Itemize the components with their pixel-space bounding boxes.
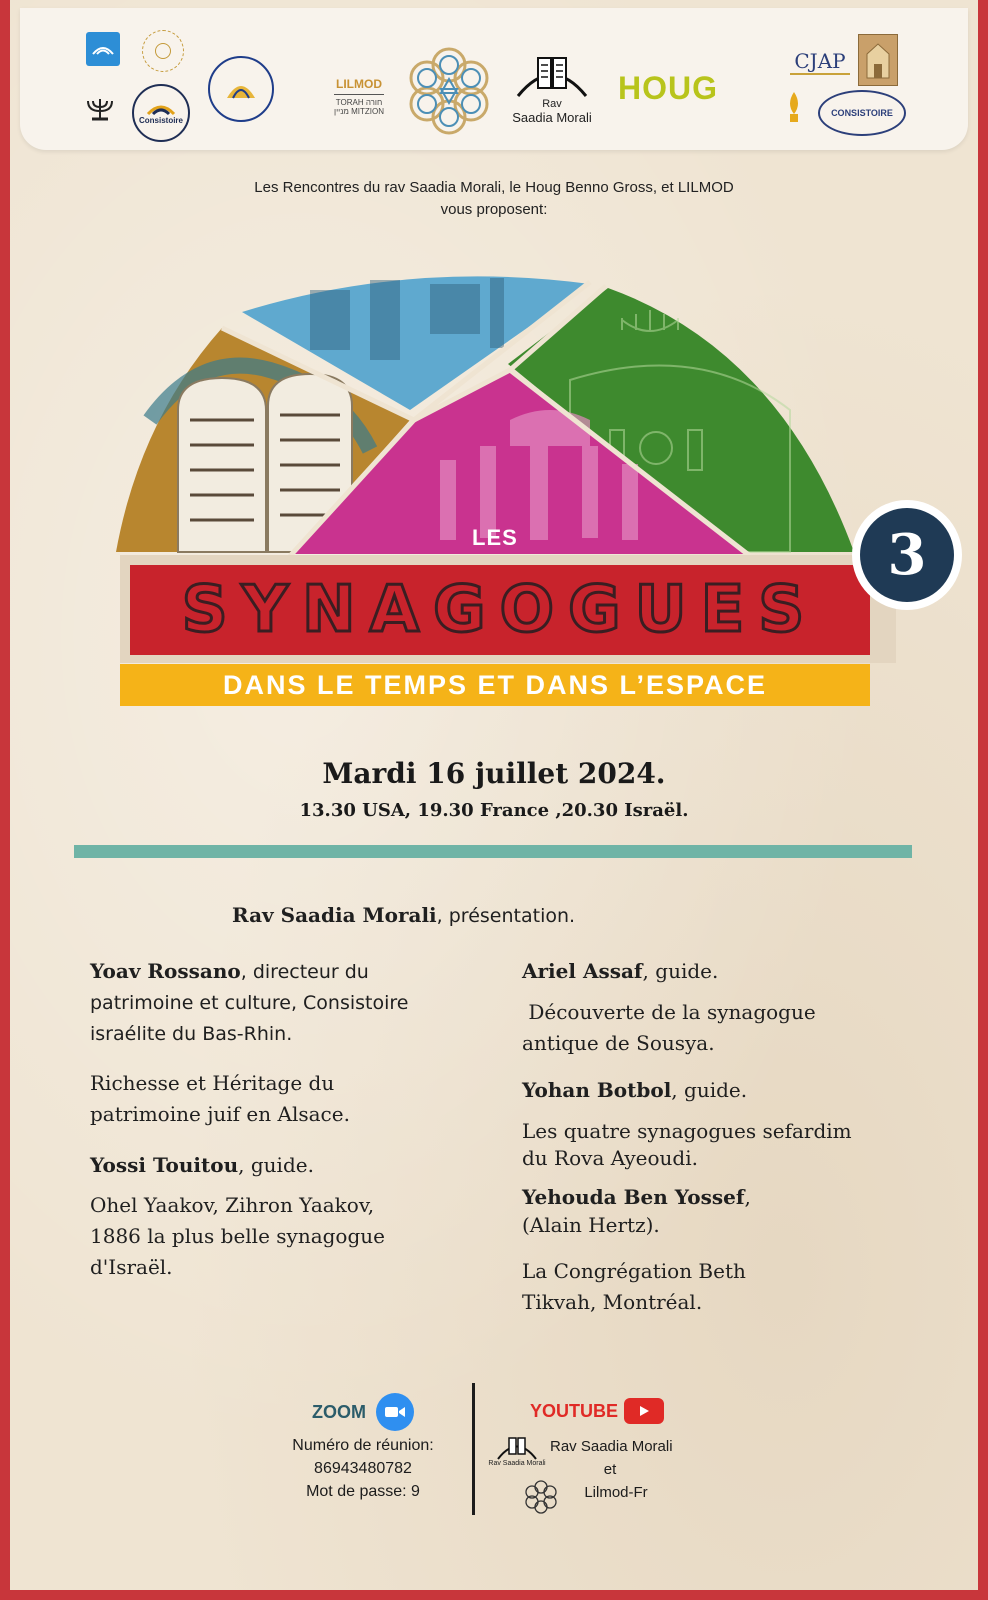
youtube-channels bbox=[550, 1435, 673, 1504]
youtube-heading[interactable] bbox=[530, 1398, 680, 1424]
topic-line: 1886 la plus belle synagogue bbox=[90, 1224, 385, 1248]
topic-line: Tikvah, Montréal. bbox=[522, 1290, 703, 1314]
speaker-yossi bbox=[90, 1150, 314, 1181]
meeting-id[interactable]: 86943480782 bbox=[314, 1460, 412, 1477]
consistoire-logo-text: Consistoire bbox=[138, 115, 183, 125]
intro-line-1: Les Rencontres du rav Saadia Morali, le Houg Benno Gross, et LILMOD bbox=[254, 179, 734, 196]
youtube-label: YOUTUBE bbox=[530, 1400, 619, 1421]
zoom-block bbox=[268, 1393, 458, 1501]
meeting-label: Numéro de réunion: bbox=[292, 1437, 434, 1454]
footer-divider bbox=[472, 1383, 475, 1515]
speaker-name: Yoav Rossano bbox=[90, 959, 241, 983]
cjap-logo-underline bbox=[790, 73, 850, 75]
episode-badge bbox=[852, 500, 962, 610]
rav-saadia-morali-logo bbox=[504, 46, 600, 130]
consistoire-france-logo bbox=[818, 90, 906, 136]
topic-line: d'Israël. bbox=[90, 1255, 173, 1279]
host-role: , présentation. bbox=[436, 905, 576, 927]
houg-logo bbox=[612, 66, 724, 110]
event-times: 13.30 USA, 19.30 France ,20.30 Israël. bbox=[299, 800, 689, 821]
cjap-logo-text: CJAP bbox=[794, 49, 846, 73]
host-name: Rav Saadia Morali bbox=[232, 903, 437, 927]
title-synagogues: SYNAGOGUES bbox=[181, 573, 819, 647]
lilmod-sub1: TORAH חורה bbox=[335, 97, 383, 107]
topic-yossi bbox=[90, 1190, 385, 1283]
topic-line: Richesse et Héritage du bbox=[90, 1071, 335, 1095]
lilmod-sub2: מניין MITZION bbox=[334, 106, 384, 116]
rav-logo-line1: Rav bbox=[542, 97, 562, 110]
lilmod-title: LILMOD bbox=[336, 76, 382, 91]
title-les: LES bbox=[472, 525, 518, 550]
divider-rule bbox=[74, 845, 912, 858]
lilmod-divider bbox=[334, 94, 384, 95]
israel-oval-logo bbox=[208, 56, 274, 122]
org-logo-circle-stamp bbox=[142, 30, 184, 72]
rosette-logo bbox=[404, 46, 494, 136]
subtitle-text: DANS LE TEMPS ET DANS L’ESPACE bbox=[222, 669, 768, 700]
intro-text bbox=[10, 177, 978, 221]
speaker-name: Yossi Touitou bbox=[90, 1153, 239, 1177]
topic-line: du Rova Ayeoudi. bbox=[522, 1146, 698, 1170]
topic-yohan bbox=[522, 1118, 852, 1172]
speaker-role: israélite du Bas-Rhin. bbox=[90, 1023, 293, 1045]
topic-line: antique de Sousya. bbox=[522, 1031, 715, 1055]
topic-yehouda bbox=[522, 1256, 746, 1318]
topic-line: patrimoine juif en Alsace. bbox=[90, 1102, 350, 1126]
topic-line: La Congrégation Beth bbox=[522, 1259, 746, 1283]
speaker-yehouda bbox=[522, 1183, 751, 1239]
speaker-role: , guide. bbox=[238, 1153, 314, 1177]
org-logo-blue-square bbox=[86, 32, 120, 66]
speaker-yoav bbox=[90, 956, 408, 1050]
zoom-camera-icon bbox=[376, 1393, 414, 1431]
speaker-name: Yehouda Ben Yossef bbox=[522, 1185, 745, 1209]
channel-1[interactable]: Rav Saadia Morali bbox=[550, 1438, 673, 1455]
zoom-heading[interactable] bbox=[268, 1393, 458, 1431]
rav-small-logo bbox=[488, 1428, 546, 1472]
speaker-role: , guide. bbox=[642, 959, 719, 983]
youtube-play-icon bbox=[624, 1398, 664, 1424]
episode-number: 3 bbox=[860, 508, 954, 602]
speaker-role: , directeur du bbox=[240, 961, 369, 983]
speaker-name: Yohan Botbol bbox=[522, 1078, 672, 1102]
speaker-ariel bbox=[522, 956, 718, 987]
host-line bbox=[232, 900, 575, 932]
speaker-role: (Alain Hertz). bbox=[522, 1213, 660, 1237]
menorah-icon bbox=[82, 94, 118, 124]
channel-and: et bbox=[603, 1461, 617, 1478]
event-date: Mardi 16 juillet 2024. bbox=[322, 757, 666, 790]
rav-small-logo-text: Rav Saadia Morali bbox=[488, 1459, 546, 1467]
intro-line-2: vous proposent: bbox=[440, 201, 548, 218]
synagogue-photo-thumb bbox=[858, 34, 898, 86]
title-banner bbox=[130, 565, 870, 655]
speaker-name: Ariel Assaf bbox=[522, 959, 643, 983]
poster bbox=[10, 0, 978, 1590]
topic-line: Les quatre synagogues sefardim bbox=[522, 1119, 852, 1143]
consistoire-logo bbox=[132, 84, 190, 142]
houg-logo-text: HOUG bbox=[618, 69, 718, 106]
cjap-logo bbox=[788, 42, 852, 82]
rav-logo-line2: Saadia Morali bbox=[512, 109, 592, 125]
topic-line: Ohel Yaakov, Zihron Yaakov, bbox=[90, 1193, 375, 1217]
topic-yoav bbox=[90, 1068, 350, 1130]
meeting-password: Mot de passe: 9 bbox=[306, 1483, 420, 1500]
topic-ariel bbox=[522, 997, 816, 1059]
speaker-role: , bbox=[744, 1185, 751, 1209]
speaker-role: patrimoine et culture, Consistoire bbox=[90, 992, 409, 1014]
yellow-flame-logo bbox=[778, 88, 810, 126]
lilmod-rosette-small-icon bbox=[522, 1478, 560, 1516]
lilmod-logo bbox=[326, 70, 392, 122]
partner-logo-bar bbox=[20, 8, 968, 150]
channel-2[interactable]: Lilmod-Fr bbox=[584, 1484, 648, 1501]
consistoire-france-text: CONSISTOIRE bbox=[831, 108, 893, 118]
topic-line: Découverte de la synagogue bbox=[522, 1000, 816, 1024]
speaker-role: , guide. bbox=[671, 1078, 748, 1102]
zoom-label: ZOOM bbox=[312, 1401, 366, 1422]
speaker-yohan bbox=[522, 1075, 747, 1106]
subtitle-banner bbox=[120, 664, 870, 706]
